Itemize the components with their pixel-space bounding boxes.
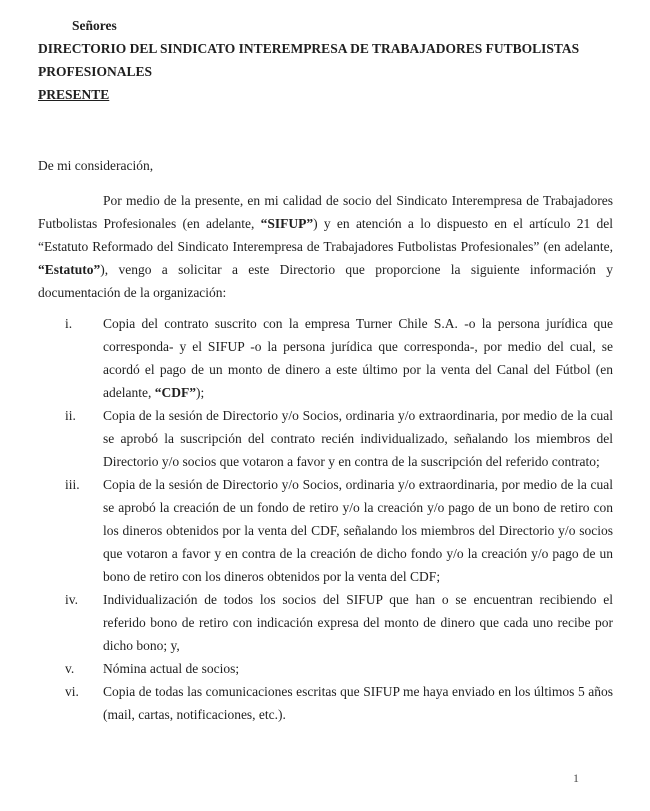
list-item-number: iv. xyxy=(65,592,78,607)
recipient-name: DIRECTORIO DEL SINDICATO INTEREMPRESA DE TRABAJADORES FUTBOLISTAS PROFESIONALES xyxy=(38,41,580,79)
list-item-text: Nómina actual de socios; xyxy=(103,661,240,676)
list-item xyxy=(38,404,613,473)
list-item-number: i. xyxy=(65,316,73,331)
list-item-text: Copia de la sesión de Directorio y/o Socios, ordinaria y/o extraordinaria, por medio de la cual se aprobó la creación de un fondo de retiro y/o la creación y/o pago de un bono de retiro con los dineros obtenidos por la venta del CDF, señalando los miembros del Directorio y/o socios que votaron a favor y en contra de la creación de dicho fondo y/o la creación y/o pago de un bono de retiro con los dineros obtenidos por la venta del CDF; xyxy=(103,477,613,584)
list-item-number: iii. xyxy=(65,477,80,492)
intro-paragraph: Por medio de la presente, en mi calidad de socio del Sindicato Interempresa de Trabajadores Futbolistas Profesionales (en adelante, “SIFUP”) y en atención a lo dispuesto en el artículo 21 del “Estatuto Reformado del Sindicato Interempresa de Trabajadores Futbolistas Profesionales” (en adelante, “Estatuto”), vengo a solicitar a este Directorio que proporcione la siguiente información y documentación de la organización: xyxy=(38,193,613,300)
list-item-text: Copia de la sesión de Directorio y/o Socios, ordinaria y/o extraordinaria, por medio de la cual se aprobó la suscripción del contrato recién individualizado, señalando los miembros del Directorio y/o socios que votaron a favor y en contra de la suscripción del referido contrato; xyxy=(103,408,613,469)
list-item xyxy=(38,657,613,680)
list-item-text: Copia de todas las comunicaciones escritas que SIFUP me haya enviado en los últimos 5 años (mail, cartas, notificaciones, etc.). xyxy=(103,684,613,722)
recipient-presente-line xyxy=(38,83,613,106)
list-item-number: ii. xyxy=(65,408,76,423)
list-item xyxy=(38,680,613,726)
request-list xyxy=(38,312,613,726)
list-item-text: Individualización de todos los socios del SIFUP que han o se encuentran recibiendo el referido bono de retiro con indicación expresa del monto de dinero que cada uno recibe por dicho bono; y, xyxy=(103,592,613,653)
recipient-salutation: Señores xyxy=(72,18,117,33)
list-item-text: Copia del contrato suscrito con la empresa Turner Chile S.A. -o la persona jurídica que corresponda- y el SIFUP -o la persona jurídica que corresponda-, por medio del cual, se acordó el pago de un monto de dinero a este último por la venta del Canal del Fútbol (en adelante, “CDF”); xyxy=(103,316,613,400)
list-item xyxy=(38,473,613,588)
list-item-number: vi. xyxy=(65,684,79,699)
page-number: 1 xyxy=(573,771,579,785)
list-item-number: v. xyxy=(65,661,75,676)
list-item xyxy=(38,588,613,657)
recipient-presente: PRESENTE xyxy=(38,87,110,102)
list-item xyxy=(38,312,613,404)
greeting: De mi consideración, xyxy=(38,158,154,173)
